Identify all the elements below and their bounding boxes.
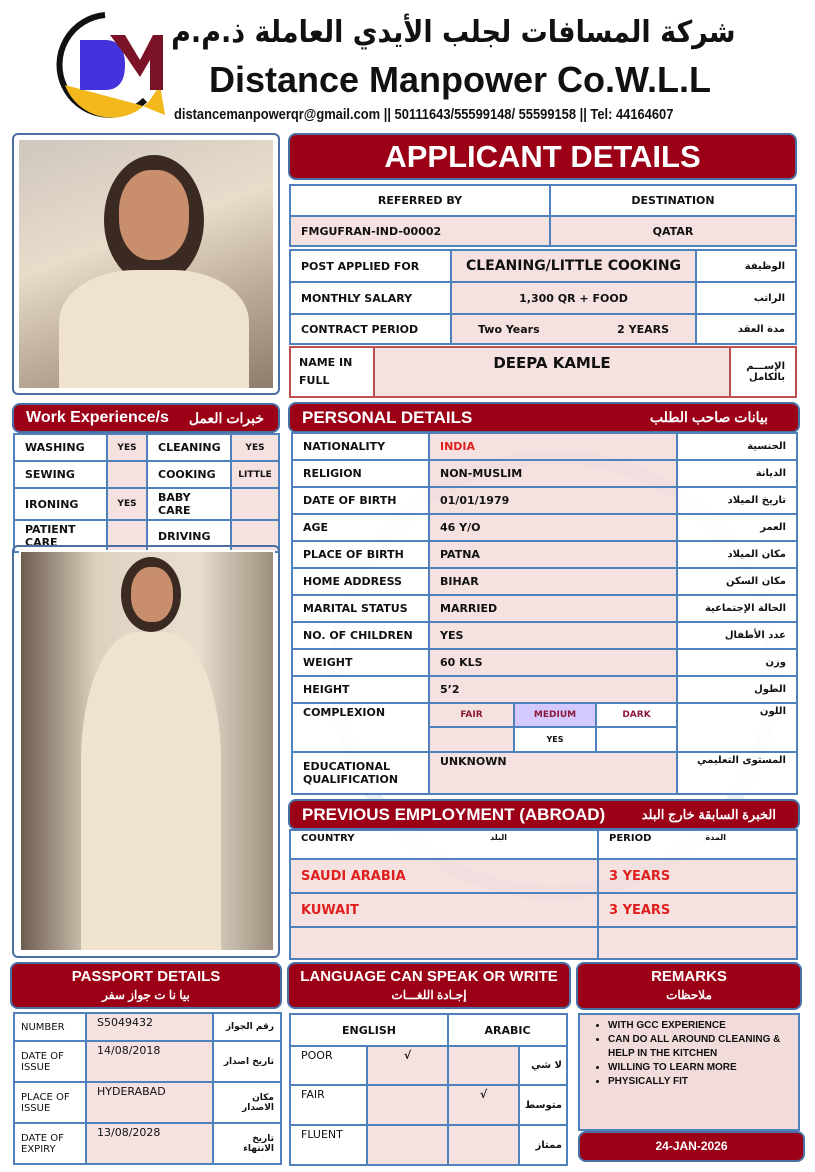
country-arabic: البلد — [490, 833, 507, 842]
passport-details-arabic: بيا نا ت جواز سفر — [102, 988, 190, 1002]
language-level-arabic: لا شي — [519, 1046, 567, 1085]
personal-row — [292, 649, 797, 676]
previous-employment-title — [288, 799, 800, 830]
field-label: HEIGHT — [292, 676, 429, 703]
field-value: MARRIED — [429, 595, 677, 622]
work-row — [14, 461, 279, 488]
passport-row — [14, 1041, 281, 1082]
passport-field-value: S5049432 — [86, 1013, 213, 1041]
period-value — [598, 927, 797, 959]
post-arabic: الوظيفة — [696, 250, 796, 282]
company-arabic-title: شركة المسافات لجلب الأيدي العاملة ذ.م.م — [171, 15, 736, 50]
complexion-mark: YES — [514, 727, 596, 752]
passport-field-value: HYDERABAD — [86, 1082, 213, 1123]
country-value: KUWAIT — [290, 893, 598, 927]
field-arabic: العمر — [677, 514, 797, 541]
referred-by-label: REFERRED BY — [290, 185, 550, 216]
period-label: PERIOD — [609, 833, 652, 844]
complexion-mark — [429, 727, 514, 752]
field-value: 5’2 — [429, 676, 677, 703]
personal-row — [292, 595, 797, 622]
passport-details-label: PASSPORT DETAILS — [71, 968, 221, 985]
skill-label: BABY CARE — [147, 488, 231, 520]
passport-field-arabic: تاريخ الانتهاء — [213, 1123, 281, 1164]
applicant-details-title: APPLICANT DETAILS — [288, 133, 797, 180]
period-arabic: المدة — [705, 833, 726, 842]
english-header: ENGLISH — [290, 1014, 448, 1046]
salary-value: 1,300 QR + FOOD — [451, 282, 696, 314]
skill-label: COOKING — [147, 461, 231, 488]
field-arabic: وزن — [677, 649, 797, 676]
complexion-label: COMPLEXION — [292, 703, 429, 752]
education-label: EDUCATIONAL QUALIFICATION — [292, 752, 429, 794]
field-label: HOME ADDRESS — [292, 568, 429, 595]
personal-row — [292, 433, 797, 460]
contract-years: 2 YEARS — [617, 322, 669, 336]
remarks-arabic: ملاحظات — [666, 988, 712, 1002]
field-label: NATIONALITY — [292, 433, 429, 460]
complexion-mark — [596, 727, 677, 752]
full-name-value: DEEPA KAMLE — [374, 347, 730, 397]
referral-table — [289, 184, 797, 247]
passport-field-label: DATE OF EXPIRY — [14, 1123, 86, 1164]
language-row — [290, 1046, 567, 1085]
field-value: PATNA — [429, 541, 677, 568]
english-mark: √ — [367, 1046, 448, 1085]
name-label: NAME IN FULL — [290, 347, 374, 397]
language-arabic: إجـادة اللغـــات — [391, 988, 467, 1002]
language-label: LANGUAGE CAN SPEAK OR WRITE — [300, 968, 558, 985]
name-arabic: الإســـم بالكامل — [730, 347, 796, 397]
previous-employment-label: PREVIOUS EMPLOYMENT (ABROAD) — [302, 804, 606, 824]
work-experience-label: Work Experience/s — [26, 409, 169, 426]
remarks-label: REMARKS — [651, 968, 727, 985]
remark-item: • WILLING TO LEARN MORE — [608, 1061, 790, 1075]
field-arabic: الطول — [677, 676, 797, 703]
complexion-option: DARK — [596, 703, 677, 727]
employment-row — [290, 927, 797, 959]
english-mark — [367, 1085, 448, 1125]
country-value — [290, 927, 598, 959]
post-value: CLEANING/LITTLE COOKING — [451, 250, 696, 282]
field-value: NON-MUSLIM — [429, 460, 677, 487]
destination-label: DESTINATION — [550, 185, 796, 216]
skill-label: IRONING — [14, 488, 107, 520]
complexion-arabic: اللون — [677, 703, 797, 752]
education-value: UNKNOWN — [429, 752, 677, 794]
employment-row — [290, 859, 797, 893]
language-table — [289, 1013, 568, 1166]
complexion-option: MEDIUM — [514, 703, 596, 727]
remark-item: • PHYSICALLY FIT — [608, 1075, 790, 1089]
language-row — [290, 1125, 567, 1165]
language-level: FLUENT — [290, 1125, 367, 1165]
education-arabic: المستوى التعليمي — [677, 752, 797, 794]
field-label: NO. OF CHILDREN — [292, 622, 429, 649]
passport-row — [14, 1123, 281, 1164]
skill-label: CLEANING — [147, 434, 231, 461]
field-arabic: عدد الأطفال — [677, 622, 797, 649]
arabic-mark — [448, 1125, 519, 1165]
passport-field-arabic: رقم الجواز — [213, 1013, 281, 1041]
field-arabic: الديانة — [677, 460, 797, 487]
field-value: 46 Y/O — [429, 514, 677, 541]
previous-employment-table — [289, 829, 798, 960]
employment-row — [290, 893, 797, 927]
skill-value: YES — [231, 434, 279, 461]
personal-details-table — [291, 432, 798, 795]
referred-by-value: FMGUFRAN-IND-00002 — [290, 216, 550, 246]
work-experience-table — [13, 433, 280, 553]
personal-details-label: PERSONAL DETAILS — [302, 407, 473, 427]
field-label: MARITAL STATUS — [292, 595, 429, 622]
job-table — [289, 249, 797, 345]
passport-field-label: PLACE OF ISSUE — [14, 1082, 86, 1123]
language-level: POOR — [290, 1046, 367, 1085]
remarks-title — [576, 962, 802, 1010]
post-label: POST APPLIED FOR — [290, 250, 451, 282]
passport-field-arabic: مكان الاصدار — [213, 1082, 281, 1123]
passport-field-label: DATE OF ISSUE — [14, 1041, 86, 1082]
passport-table — [13, 1012, 282, 1165]
field-value: YES — [429, 622, 677, 649]
document-date: 24-JAN-2026 — [578, 1131, 805, 1162]
field-value: BIHAR — [429, 568, 677, 595]
field-label: RELIGION — [292, 460, 429, 487]
personal-details-arabic: بيانات صاحب الطلب — [649, 409, 768, 425]
field-label: AGE — [292, 514, 429, 541]
english-mark — [367, 1125, 448, 1165]
salary-label: MONTHLY SALARY — [290, 282, 451, 314]
applicant-portrait-photo — [17, 138, 275, 390]
work-experience-arabic: خبرات العمل — [188, 409, 264, 426]
skill-label: PATIENT CARE — [14, 520, 107, 552]
field-arabic: مكان السكن — [677, 568, 797, 595]
skill-value: YES — [107, 488, 147, 520]
arabic-header: ARABIC — [448, 1014, 567, 1046]
destination-value: QATAR — [550, 216, 796, 246]
company-english-title: Distance Manpower Co.W.L.L — [208, 59, 712, 100]
skill-label: SEWING — [14, 461, 107, 488]
field-value: 60 KLS — [429, 649, 677, 676]
language-level: FAIR — [290, 1085, 367, 1125]
remarks-box — [578, 1013, 800, 1131]
contract-value — [451, 314, 696, 344]
skill-value — [107, 461, 147, 488]
skill-label: DRIVING — [147, 520, 231, 552]
work-experience-title — [12, 403, 280, 433]
passport-field-value: 13/08/2028 — [86, 1123, 213, 1164]
period-value: 3 YEARS — [598, 859, 797, 893]
salary-arabic: الراتب — [696, 282, 796, 314]
field-value: INDIA — [429, 433, 677, 460]
period-value: 3 YEARS — [598, 893, 797, 927]
passport-row — [14, 1013, 281, 1041]
applicant-full-body-photo — [19, 550, 275, 952]
personal-row — [292, 514, 797, 541]
personal-row — [292, 460, 797, 487]
passport-field-label: NUMBER — [14, 1013, 86, 1041]
skill-label: WASHING — [14, 434, 107, 461]
field-arabic: تاريخ الميلاد — [677, 487, 797, 514]
field-arabic: الجنسية — [677, 433, 797, 460]
remark-item: • CAN DO ALL AROUND CLEANING & HELP IN THE KITCHEN — [608, 1033, 790, 1061]
complexion-option: FAIR — [429, 703, 514, 727]
arabic-mark — [448, 1046, 519, 1085]
country-value: SAUDI ARABIA — [290, 859, 598, 893]
personal-row — [292, 676, 797, 703]
company-logo — [45, 5, 170, 125]
contact-line: distancemanpowerqr@gmail.com || 50111643/55599148/ 55599158 || Tel: 44164607 — [174, 106, 674, 123]
contract-label: CONTRACT PERIOD — [290, 314, 451, 344]
arabic-mark: √ — [448, 1085, 519, 1125]
field-label: WEIGHT — [292, 649, 429, 676]
passport-row — [14, 1082, 281, 1123]
passport-field-arabic: تاريخ اصدار — [213, 1041, 281, 1082]
personal-row — [292, 487, 797, 514]
passport-field-value: 14/08/2018 — [86, 1041, 213, 1082]
personal-details-title — [288, 402, 800, 433]
personal-row — [292, 568, 797, 595]
personal-row — [292, 541, 797, 568]
language-level-arabic: ممتاز — [519, 1125, 567, 1165]
name-table — [289, 346, 797, 398]
language-level-arabic: متوسط — [519, 1085, 567, 1125]
contract-words: Two Years — [478, 322, 540, 336]
language-row — [290, 1085, 567, 1125]
field-value: 01/01/1979 — [429, 487, 677, 514]
personal-row — [292, 622, 797, 649]
previous-employment-arabic: الخبرة السابقة خارج البلد — [641, 806, 776, 822]
work-row — [14, 488, 279, 520]
skill-value — [231, 488, 279, 520]
field-label: PLACE OF BIRTH — [292, 541, 429, 568]
remark-item: • WITH GCC EXPERIENCE — [608, 1019, 790, 1033]
field-label: DATE OF BIRTH — [292, 487, 429, 514]
language-title — [287, 962, 571, 1009]
contract-arabic: مدة العقد — [696, 314, 796, 344]
skill-value: LITTLE — [231, 461, 279, 488]
field-arabic: مكان الميلاد — [677, 541, 797, 568]
passport-details-title — [10, 962, 282, 1009]
skill-value: YES — [107, 434, 147, 461]
work-row — [14, 434, 279, 461]
field-arabic: الحالة الإجتماعية — [677, 595, 797, 622]
country-label: COUNTRY — [301, 833, 355, 844]
